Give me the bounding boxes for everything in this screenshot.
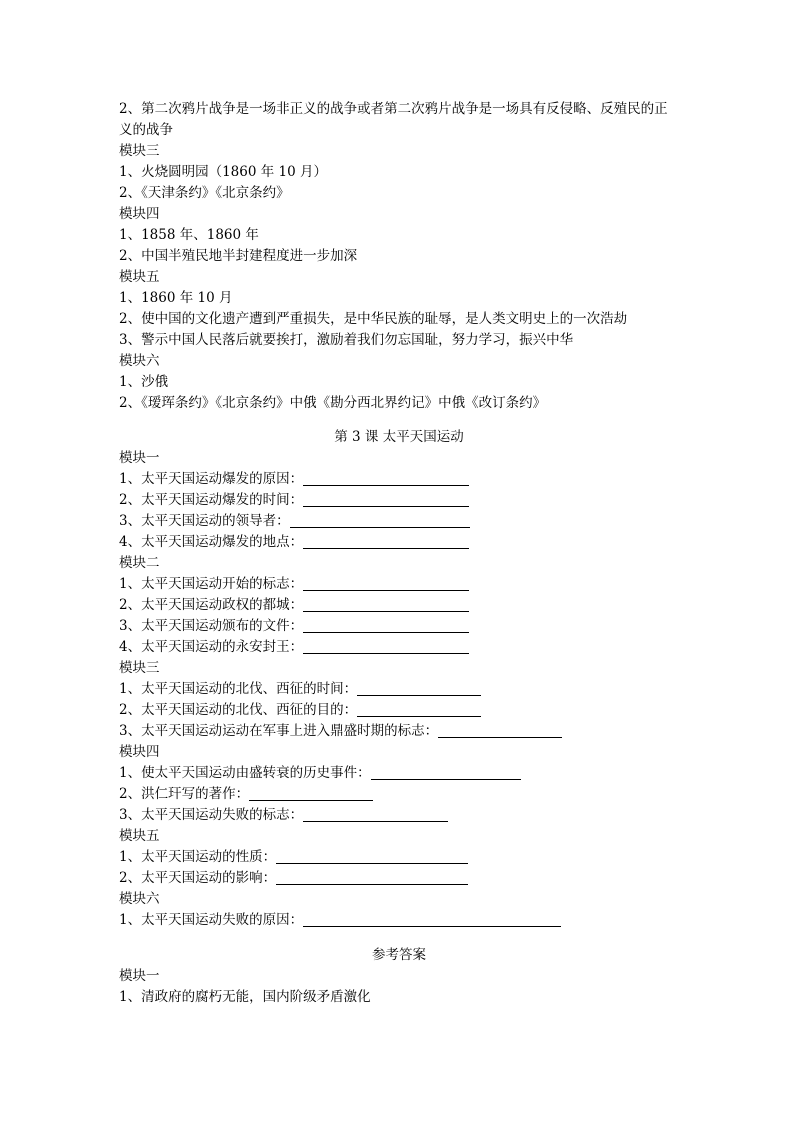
question-text: 4、太平天国运动爆发的地点： [119,534,304,550]
answer-blank[interactable] [303,471,469,486]
question-item [119,595,679,616]
question-text: 3、太平天国运动颁布的文件： [119,618,304,634]
question-text: 2、太平天国运动政权的都城： [119,597,304,613]
question-text: 1、太平天国运动开始的标志： [119,576,304,592]
question-item [119,469,679,490]
question-text: 1、太平天国运动爆发的原因： [119,471,304,487]
question-text: 1、使太平天国运动由盛转衰的历史事件： [119,765,371,781]
answer-blank[interactable] [303,807,448,822]
answer-item: 2、中国半殖民地半封建程度进一步加深 [119,248,358,264]
module-heading: 模块一 [119,968,160,984]
answer-blank[interactable] [357,702,481,717]
question-item [119,637,679,658]
question-item [119,532,679,553]
question-text: 2、太平天国运动的北伐、西征的目的： [119,702,358,718]
question-item [119,511,679,532]
module-heading: 模块一 [119,450,160,466]
answer-blank[interactable] [438,723,562,738]
question-text: 2、太平天国运动的影响： [119,870,277,886]
answer-item: 1、1858 年、1860 年 [119,227,259,243]
module-heading: 模块六 [119,891,160,907]
question-item [119,763,679,784]
answer-blank[interactable] [276,870,468,885]
answer-blank[interactable] [303,618,469,633]
question-text: 1、太平天国运动失败的原因： [119,912,304,928]
question-item [119,847,679,868]
answer-blank[interactable] [249,786,373,801]
answer-item: 3、警示中国人民落后就要挨打，激励着我们勿忘国耻，努力学习，振兴中华 [119,332,574,348]
question-item [119,490,679,511]
answer-blank[interactable] [276,849,468,864]
answer-item: 2、使中国的文化遗产遭到严重损失，是中华民族的耻辱，是人类文明史上的一次浩劫 [119,311,628,327]
answer-item: 1、清政府的腐朽无能，国内阶级矛盾激化 [119,989,371,1005]
answer-blank[interactable] [303,534,469,549]
question-item [119,700,679,721]
lesson-title: 第 3 课 太平天国运动 [334,429,464,445]
answer-blank[interactable] [303,597,469,612]
question-item [119,721,679,742]
answer-blank[interactable] [303,912,561,927]
question-item [119,679,679,700]
answer-blank[interactable] [371,765,521,780]
answer-item: 1、火烧圆明园（1860 年 10 月） [119,164,327,180]
question-text: 2、洪仁玕写的著作： [119,786,250,802]
document-page [119,99,679,1008]
module-heading: 模块五 [119,828,160,844]
answer-blank[interactable] [290,513,470,528]
question-item [119,784,679,805]
question-item [119,868,679,889]
question-item [119,616,679,637]
module-heading: 模块四 [119,744,160,760]
question-text: 1、太平天国运动的北伐、西征的时间： [119,681,358,697]
module-heading: 模块六 [119,353,160,369]
answer-blank[interactable] [357,681,481,696]
answer-item: 1、1860 年 10 月 [119,290,233,306]
question-item [119,805,679,826]
answers-title: 参考答案 [372,947,426,963]
question-item [119,910,679,931]
module-heading: 模块五 [119,269,160,285]
question-text: 4、太平天国运动的永安封王： [119,639,304,655]
module-heading: 模块三 [119,660,160,676]
answer-blank[interactable] [303,492,469,507]
answer-blank[interactable] [303,576,469,591]
answer-blank[interactable] [303,639,469,654]
answer-item: 2、《天津条约》《北京条约》 [119,185,290,201]
question-text: 3、太平天国运动运动在军事上进入鼎盛时期的标志： [119,723,439,739]
module-heading: 模块二 [119,555,160,571]
question-text: 2、太平天国运动爆发的时间： [119,492,304,508]
answer-item: 2、《瑷珲条约》《北京条约》中俄《勘分西北界约记》中俄《改订条约》 [119,395,547,411]
answer-item: 2、第二次鸦片战争是一场非正义的战争或者第二次鸦片战争是一场具有反侵略、反殖民的正义的战争 [119,101,668,138]
module-heading: 模块三 [119,143,160,159]
module-heading: 模块四 [119,206,160,222]
answer-item: 1、沙俄 [119,374,169,390]
question-text: 3、太平天国运动的领导者： [119,513,290,529]
question-text: 3、太平天国运动失败的标志： [119,807,304,823]
question-item [119,574,679,595]
question-text: 1、太平天国运动的性质： [119,849,277,865]
